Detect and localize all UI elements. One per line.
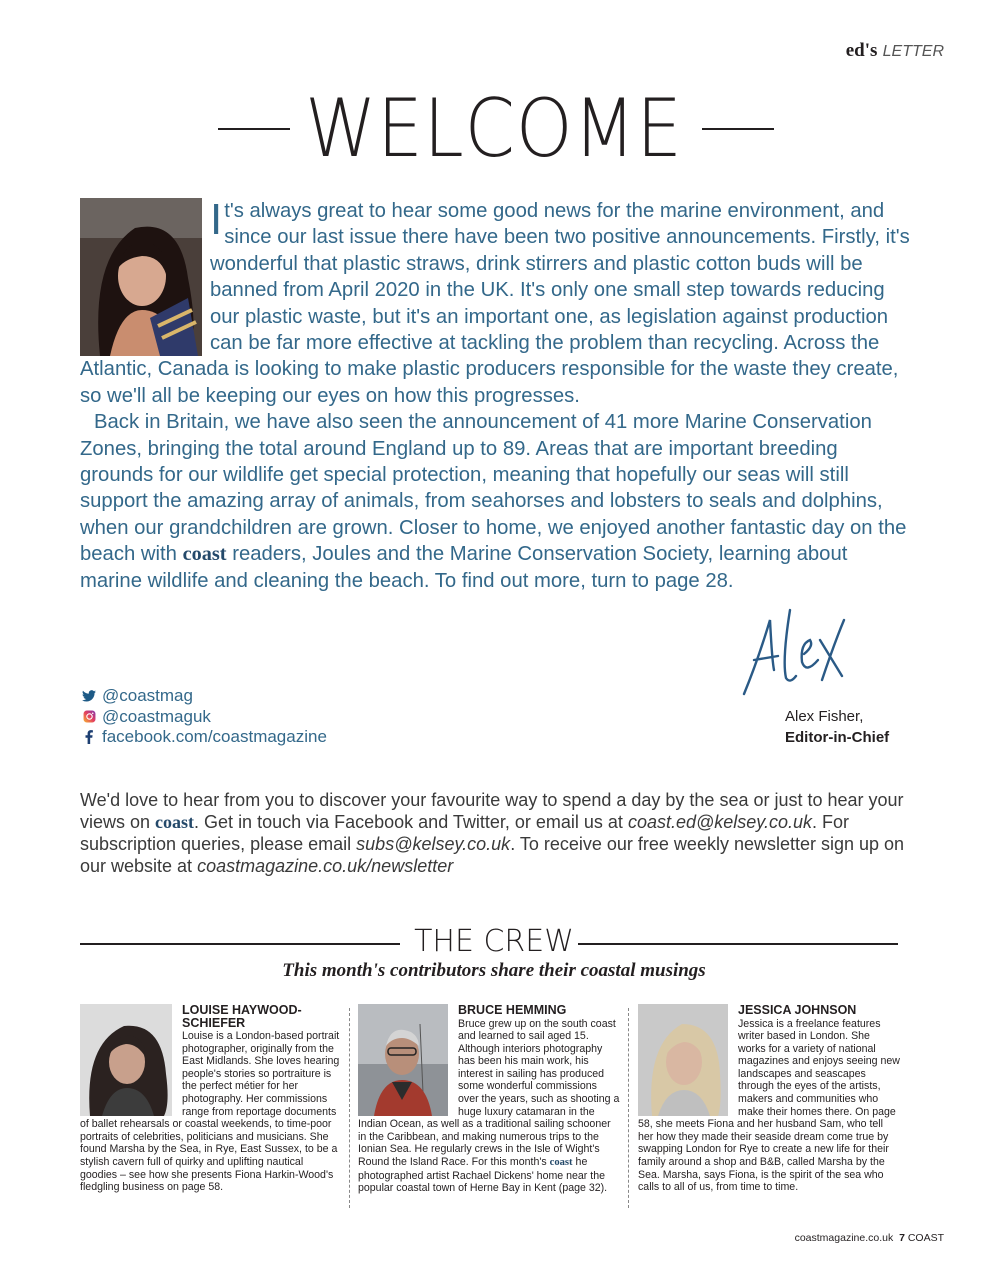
social-links <box>82 686 327 748</box>
letter-paragraph-2: Back in Britain, we have also seen the announcement of 41 more Marine Conservation Zones, bringing the total around England up to 89. Areas that are important breeding grounds for our wildlife get special protection, meaning that hopefully our seas will still support the amazing array of animals, from seahorses and lobsters to seals and dolphins, when our grandchildren are grown. Closer to home, we enjoyed another fantastic day on the beach with coast readers, Joules and the Marine Conservation Society, learning about marine wildlife and cleaning the beach. To find out more, turn to page 28. <box>80 411 907 592</box>
facebook-icon <box>82 730 96 744</box>
footer-magazine: COAST <box>907 1232 944 1244</box>
section-label: LETTER <box>882 43 944 60</box>
drop-cap: I <box>210 195 223 244</box>
twitter-icon <box>82 689 96 703</box>
column-divider <box>349 1008 350 1208</box>
contributor-photo <box>638 1004 728 1116</box>
crew-subtitle: This month's contributors share their coastal musings <box>282 960 706 981</box>
signature-graphic <box>730 600 860 700</box>
page-number: 7 <box>899 1232 905 1244</box>
column-divider <box>628 1008 629 1208</box>
letter-paragraph-1: It's always great to hear some good news for the marine environment, and since our last issue there have been two positive announcements. Firstly, it's wonderful that plastic straws, drink stirrers and plastic cotton buds will be banned from April 2020 in the UK. It's only one small step towards reducing our plastic waste, but it's an important one, as legislation against production can be far more effective at tackling the problem than recycling. Across the Atlantic, Canada is looking to make plastic producers responsible for the waste they create, so we'll all be keeping our eyes on how this progresses. <box>80 195 910 407</box>
brand-name: coast <box>182 543 227 566</box>
footer-site: coastmagazine.co.uk <box>794 1232 894 1244</box>
contributor-bio: Louise is a London-based portrait photographer, originally from the East Midlands. She loves hearing people's stories so portraiture is the perfect métier for her photography. Her commissions range from reportage documents of ballet rehearsals or coastal weekends, to time-poor portraits of celebrities, politicians and musicians. She found Marsha by the Sea, in Rye, East Sussex, to be a stylish cavern full of quirky and uplifting nautical goodies – see how she presents Fiona Harkin-Wood's fledgling business on page 58. <box>80 1030 340 1194</box>
instagram-icon <box>82 710 96 724</box>
contributor-bio: Bruce grew up on the south coast and learned to sail aged 15. Although interiors photography has been his main work, his interest in sailing has produced some wonderful commissions over the years, such as shooting a huge luxury catamaran in the Indian Ocean, as well as a traditional sailing schooner in the Caribbean, and making numerous trips to the Ionian Sea. He regularly crews in the Isle of Wight's Round the Island Race. For this month's <box>358 1017 620 1169</box>
crew-rule-right <box>578 943 898 945</box>
contact-paragraph: We'd love to hear from you to discover your favourite way to spend a day by the sea or just to hear your views on coast. Get in touch via Facebook and Twitter, or email us at coast.ed@kelsey.co.uk. For subscription queries, please email subs@kelsey.co.uk. To receive our free weekly newsletter sign up on our website at coastmagazine.co.uk/newsletter <box>80 790 905 876</box>
crew-member-1 <box>80 1004 342 1194</box>
subscription-email[interactable]: subs@kelsey.co.uk <box>356 834 511 854</box>
crew-title: THE CREW <box>414 924 574 959</box>
social-instagram[interactable] <box>82 707 327 728</box>
instagram-handle: @coastmaguk <box>102 706 211 726</box>
newsletter-url[interactable]: coastmagazine.co.uk/newsletter <box>197 856 454 876</box>
brand-name: coast <box>549 1157 573 1169</box>
editorial-email[interactable]: coast.ed@kelsey.co.uk <box>627 812 812 832</box>
social-facebook[interactable] <box>82 727 327 748</box>
crew-member-3 <box>638 1004 900 1194</box>
page-footer <box>795 1232 944 1244</box>
contributor-name: LOUISE HAYWOOD-SCHIEFER <box>182 1003 302 1030</box>
facebook-url: facebook.com/coastmagazine <box>102 727 327 746</box>
contributor-photo <box>80 1004 172 1116</box>
brand-name: coast <box>155 812 195 832</box>
editor-letter <box>80 195 910 594</box>
contributor-photo <box>358 1004 448 1116</box>
editor-role: Editor-in-Chief <box>785 729 890 746</box>
editor-name: Alex Fisher, <box>785 708 864 725</box>
contributor-name: BRUCE HEMMING <box>458 1003 567 1017</box>
welcome-rule-right <box>702 128 774 130</box>
section-prefix: ed's <box>845 40 878 61</box>
crew-member-2: BRUCE HEMMING Bruce grew up on the south coast and learned to sail aged 15. Although interiors photography has been his main work, his interest in sailing has produced some wonderful commissions over the years, such as shooting a huge luxury catamaran in the Indian Ocean, as well as a traditional sailing schooner in the Caribbean, and making numerous trips to the Ionian Sea. He regularly crews in the Isle of Wight's Round the Island Race. For this month's coast he photographed artist Rachael Dickens' home near the popular coastal town of Herne Bay in Kent (page 32). <box>358 1003 620 1195</box>
social-twitter[interactable] <box>82 686 327 707</box>
contributor-bio: Jessica is a freelance features writer based in London. She works for a variety of national magazines and enjoys seeing new landscapes and seascapes through the eyes of the artists, makers and communities who make their homes there. On page 58, she meets Fiona and her husband Sam, who tell her how they made their seaside dream come true by swapping London for Rye to create a new life for their family around a shop and B&B, called Marsha by the Sea. Marsha, says Fiona, is the spirit of the sea who calls to all of us, from time to time. <box>638 1017 900 1194</box>
page-title: WELCOME <box>305 82 683 175</box>
contributor-name: JESSICA JOHNSON <box>738 1003 857 1017</box>
twitter-handle: @coastmag <box>102 686 193 705</box>
section-tag <box>846 40 944 62</box>
